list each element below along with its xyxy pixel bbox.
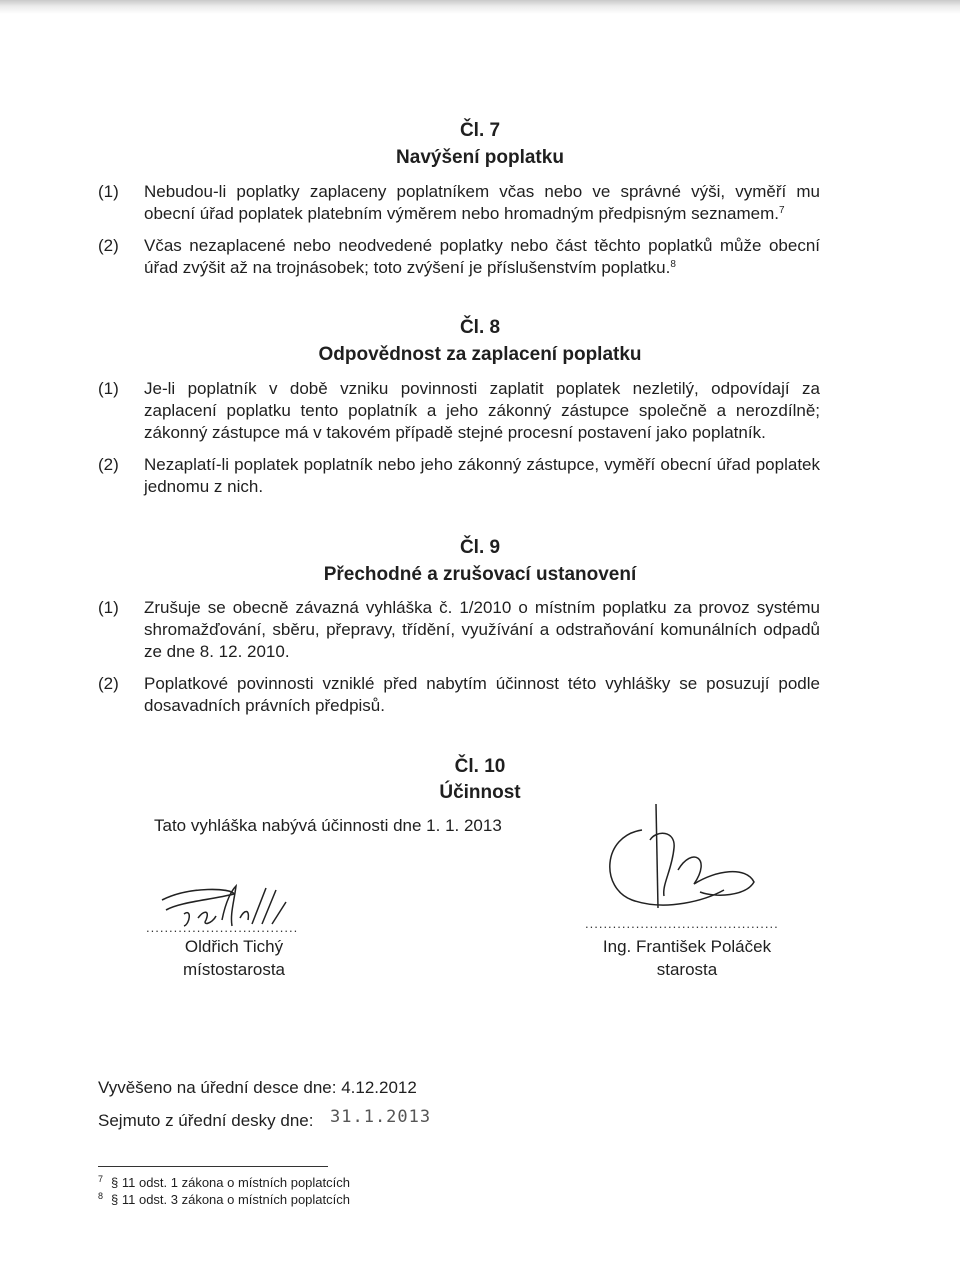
paragraph-number: (1) <box>98 379 119 398</box>
article-10-number: Čl. 10 <box>454 756 506 777</box>
removed-date-stamp: 31.1.2013 <box>330 1107 432 1127</box>
posted-date-text: Vyvěšeno na úřední desce dne: 4.12.2012 <box>98 1078 417 1097</box>
paragraph-text: Je-li poplatník v době vzniku povinnosti zaplatit poplatek nezletilý, odpovídají za zaplacení poplatku tento poplatník a jeho zákonný zástupce společně a nerozdílně; zákonný zástupce má v takovém případě stejné procesní postavení jako poplatník. <box>144 379 820 442</box>
signature-line-right: .......................................... <box>585 916 779 931</box>
paragraph-text: Včas nezaplacené nebo neodvedené poplatky nebo část těchto poplatků může obecní úřad zvýšit až na trojnásobek; toto zvýšení je příslušenstvím poplatku.$^8$ <box>144 236 820 277</box>
paragraph-number: (2) <box>98 455 119 474</box>
footnote-ref: 8 <box>670 259 676 270</box>
article-8-number: Čl. 8 <box>459 317 501 338</box>
paragraph-number: (1) <box>98 182 119 201</box>
deputy-mayor-role: místostarosta <box>182 960 286 979</box>
article-9-number: Čl. 9 <box>459 537 501 558</box>
article-7-number: Čl. 7 <box>459 120 501 141</box>
paragraph-text: Nebudou-li poplatky zaplaceny poplatníkem včas nebo ve správné výši, vyměří mu obecní úřad poplatek platebním výměrem nebo hromadným předpisným seznamem.$^7$ <box>144 182 820 223</box>
paragraph-text: Nezaplatí-li poplatek poplatník nebo jeho zákonný zástupce, vyměří obecní úřad poplatek jednomu z nich. <box>144 455 820 496</box>
footnote-separator <box>98 1166 328 1167</box>
footnote-number: 8 <box>98 1191 104 1201</box>
footnote-ref: 7 <box>779 205 785 216</box>
paragraph-text: Poplatkové povinnosti vzniklé před nabytím účinnost této vyhlášky se posuzují podle dosavadních právních předpisů. <box>144 674 820 715</box>
article-9-title: Přechodné a zrušovací ustanovení <box>323 564 637 585</box>
mayor-name: Ing. František Poláček <box>602 937 772 956</box>
article-8-title: Odpovědnost za zaplacení poplatku <box>318 344 642 365</box>
footnote-7: $^7$ § 11 odst. 1 zákona o místních poplatcích <box>98 1174 350 1190</box>
article-7-title: Navýšení poplatku <box>396 147 564 168</box>
mayor-role: starosta <box>656 960 718 979</box>
footnote-number: 7 <box>98 1174 104 1184</box>
deputy-mayor-name: Oldřich Tichý <box>184 937 284 956</box>
footnote-8: $^8$ § 11 odst. 3 zákona o místních poplatcích <box>98 1191 350 1207</box>
signature-line-left: ................................. <box>146 920 299 935</box>
removed-date-label: Sejmuto z úřední desky dne: <box>98 1111 314 1130</box>
paragraph-number: (2) <box>98 236 119 255</box>
paragraph-number: (2) <box>98 674 119 693</box>
article-10-title: Účinnost <box>439 782 521 803</box>
paragraph-number: (1) <box>98 598 119 617</box>
paragraph-text: Zrušuje se obecně závazná vyhláška č. 1/2010 o místním poplatku za provoz systému shromažďování, sběru, přepravy, třídění, využívání a odstraňování komunálních odpadů ze dne 8. 12. 2010. <box>144 598 820 661</box>
effective-date-text: Tato vyhláška nabývá účinnosti dne 1. 1. 2013 <box>154 816 502 835</box>
mayor-signature <box>596 800 776 930</box>
